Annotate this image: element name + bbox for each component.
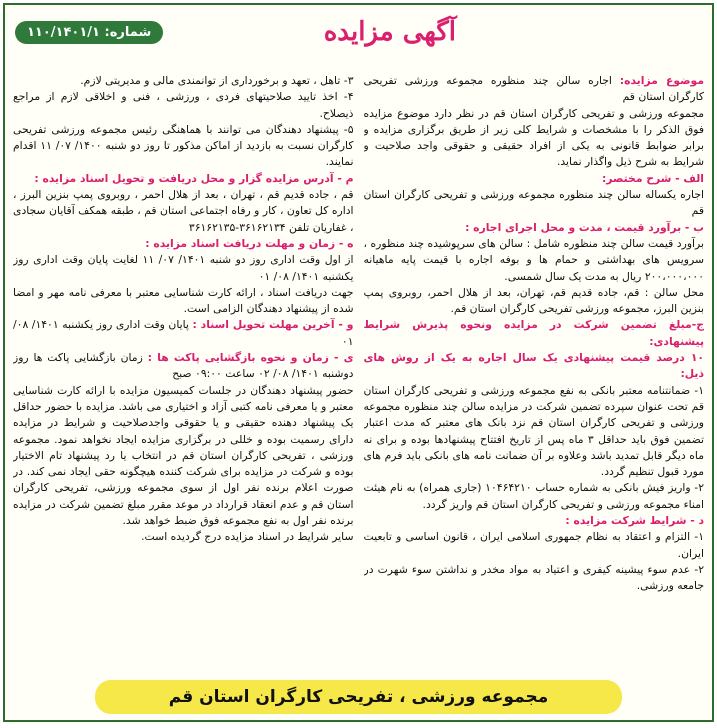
section-w-text: پایان وقت اداری روز یکشنبه ۱۴۰۱/ ۰۸/ ۰۱ [13,318,354,348]
section-c-heading: ج-مبلغ تضمین شرکت در مزایده ونحوه پذیرش شرایط پیشنهادی: [363,318,704,348]
notice-header [11,11,706,75]
section-h-text: از اول وقت اداری روز دو شنبه ۱۴۰۱/ ۰۷/ ۱۱ لغایت پایان وقت اداری روز یکشنبه ۱۴۰۱/ ۰۸/ ۰۱ [13,253,354,283]
condition-item-4: ۴- اخذ تایید صلاحیتهای فردی ، ورزشی ، فنی و اخلاقی لازم از مراجع ذیصلاح. [13,90,354,120]
notice-body [13,73,704,672]
right-column [364,73,705,672]
section-a-heading: الف - شرح مختصر: [601,171,704,185]
intro-text: مجموعه ورزشی و تفریحی کارگران استان قم در نظر دارد موضوع مزایده فوق الذکر را با مشخصات و شرایط کلی زیر از طریق برگزاری مزایده و برابر ضوابط قانونی به یکی از افراد حقیقی و حقوقی واجد صلاحیت و شرایط به شرح ذیل واگذار نماید. [363,106,704,169]
section-d-item-1: ۱- التزام و اعتقاد به نظام جمهوری اسلامی ایران ، قانون اساسی و تابعیت ایران. [363,530,704,560]
section-y-heading: ی - زمان و نحوه بازگشایی پاکت ها : [147,351,354,365]
section-w-heading: و - آخرین مهلت تحویل اسناد : [192,318,354,332]
footer-banner: مجموعه ورزشی ، تفریحی کارگران استان قم [95,680,622,714]
section-y-text: زمان بازگشایی پاکت ها روز دوشنبه ۱۴۰۱/ ۰۸/ ۰۲ ساعت ۰۹:۰۰ صبح [13,351,354,381]
auction-notice [3,3,714,722]
subject-heading: موضوع مزایده: [619,74,704,87]
section-h-heading: ه - زمان و مهلت دریافت اسناد مزایده : [145,236,354,250]
section-d-heading: د - شرایط شرکت مزایده : [565,514,704,528]
section-b-text: برآورد قیمت سالن چند منظوره شامل : سالن های سرپوشیده چند منظوره ، سرویس های بهداشتی و حمام ها و بوفه اجاره با قیمت پایه ماهیانه ۲۰۰،۰۰۰،۰۰۰ ریال به مدت یک سال شمسی. [363,236,704,283]
section-m-heading: م - آدرس مزایده گزار و محل دریافت و تحویل اسناد مزایده : [34,171,354,185]
section-c-subheading: ۱۰ درصد قیمت پیشنهادی یک سال اجاره به یک از روش های ذیل: [363,351,704,381]
section-y-text-2: حضور پیشنهاد دهندگان در جلسات کمیسیون مزایده با ارائه کارت شناسایی معتبر و یا معرفی نامه کتبی آزاد و اختیاری می باشد. مزایده با حضور حداقل یک پیشنهاد دهنده حقیقی و یا حقوقی واجدصلاحیت و شرایط در مزایده دارای رسمیت بوده و خللی در برگزاری مزایده ایجاد نخواهد نمود. مجموعه ورزشی ، تفریحی کارگران استان قم در انتخاب یا رد پیشنهاد تام الاختیار بوده و شرکت در مزایده برای شرکت کننده هیچگونه حقی ایجاد نمی کند. در صورت اعلام برنده نفر اول از سوی مجموعه ورزشی، تفریحی کارگران استان قم و عدم انعقاد قرارداد در موعد مقرر مبلغ تضمین شرکت در مزایده برنده نفر اول به نفع مجموعه فوق ضبط خواهد شد. [13,383,354,528]
notice-number: شماره: ۱۱۰/۱۴۰۱/۱ [15,21,163,44]
section-b-heading: ب - برآورد قیمت ، مدت و محل اجرای اجاره : [465,220,704,234]
section-h-text-2: جهت دریافت اسناد ، ارائه کارت شناسایی معتبر با معرفی نامه مهر و امضا شده از پیشنهاد دهندگان الزامی است. [13,285,354,316]
condition-item-3: ۳- تاهل ، تعهد و برخورداری از توانمندی مالی و مدیریتی لازم. [80,74,354,87]
section-c-item-1: ۱- ضمانتنامه معتبر بانکی به نفع مجموعه ورزشی و تفریحی کارگران استان قم تحت عنوان سپرده تضمین شرکت در مزایده سالن چند منظوره مجموعه ورزشی و تفریحی کارگران استان قم نزد بانک های معتبر که مدت اعتبار تضمین فوق باید حداقل ۳ ماه پس از تاریخ افتتاح پیشنهادها بوده و برای نه ماه دیگر قابل تمدید باشد وعلاوه بر آن ضمانت نامه های بانکی باید فرم های مورد قبول تنظیم گردد. [363,383,704,479]
section-c-item-2: ۲- واریز فیش بانکی به شماره حساب ۱۰۴۶۴۲۱۰ (جاری همراه) به نام هیئت امناء مجموعه ورزشی و تفریحی کارگران استان قم واریز گردد. [363,481,704,511]
left-column [13,73,354,672]
notice-title: آگهی مزایده [323,17,456,47]
condition-item-5: ۵- پیشنهاد دهندگان می توانند با هماهنگی رئیس مجموعه ورزشی تفریحی کارگران نسبت به بازدید از اماکن مذکور تا روز دو شنبه ۱۴۰۰/ ۰۷/ ۱۱ اقدام نمایند. [13,122,354,169]
section-m-text: قم ، جاده قدیم قم ، تهران ، بعد از هلال احمر ، روبروی پمپ بنزین البرز ، اداره کل تعاون ، کار و رفاه اجتماعی استان قم ، طبقه همکف آقایان سجادی ، غفاریان تلفن ۳۶۱۶۲۱۳۴-۳۶۱۶۲۱۳۵ [13,188,354,234]
section-d-item-2: ۲- عدم سوء پیشینه کیفری و اعتیاد به مواد مخدر و نداشتن سوء شهرت در جامعه ورزشی. [363,562,704,593]
subject-text: اجاره سالن چند منظوره مجموعه ورزشی تفریحی کارگران استان قم [363,74,704,104]
section-a-text: اجاره یکساله سالن چند منظوره مجموعه ورزشی و تفریحی کارگران استان قم [363,188,704,218]
section-y-text-3: سایر شرایط در اسناد مزایده درج گردیده است. [141,530,354,544]
location-text: محل سالن : قم، جاده قدیم قم، تهران، بعد از هلال احمر، روبروی پمپ بنزین البرز، مجموعه ورزشی تفریحی کارگران استان قم. [363,285,704,316]
